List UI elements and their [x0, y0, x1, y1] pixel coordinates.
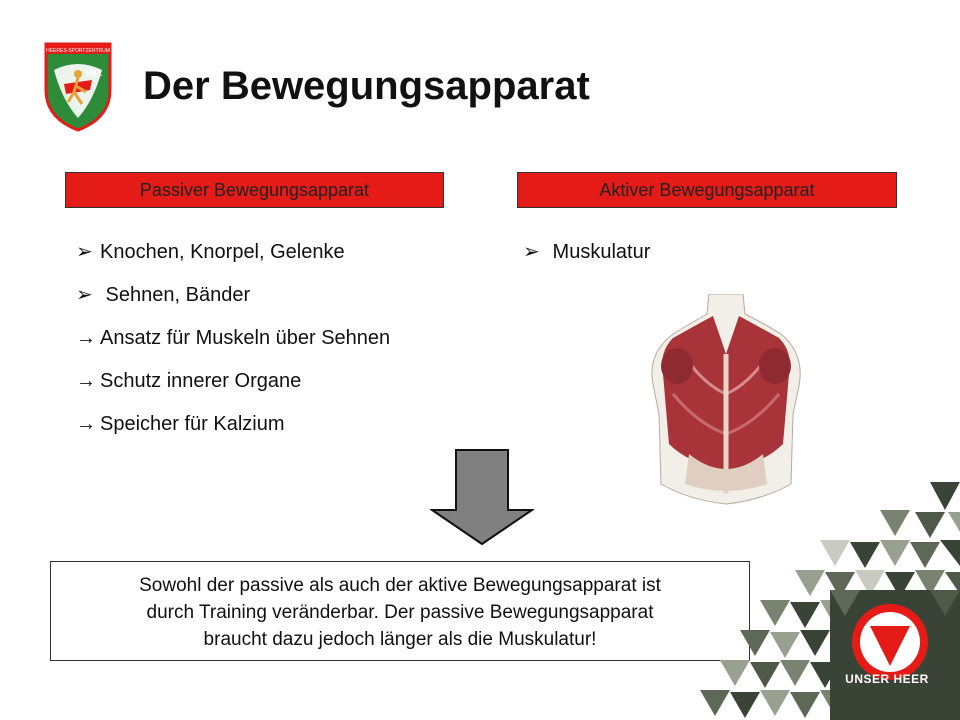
brand-label: UNSER HEER: [845, 672, 929, 686]
logo-badge: HSZ: [86, 69, 102, 78]
list-item-text: Muskulatur: [547, 241, 651, 263]
passive-header-box: Passiver Bewegungsapparat: [65, 172, 444, 208]
list-item-text: Ansatz für Muskeln über Sehnen: [100, 327, 391, 349]
arrowhead-bullet-icon: ➢: [76, 284, 93, 306]
list-item: [76, 326, 390, 369]
red-shield-icon: [852, 604, 928, 680]
down-arrow-icon: [430, 448, 534, 546]
summary-box: [50, 561, 750, 661]
hsz-logo: [44, 40, 112, 132]
arrowhead-bullet-icon: ➢: [523, 241, 540, 263]
summary-line: braucht dazu jedoch länger als die Muskulatur!: [203, 629, 597, 650]
right-arrow-icon: →: [76, 327, 96, 349]
right-arrow-icon: →: [76, 413, 96, 435]
list-item-text: Schutz innerer Organe: [100, 370, 302, 392]
list-item-text: Speicher für Kalzium: [100, 413, 285, 435]
list-item: [76, 369, 390, 412]
summary-line: Sowohl der passive als auch der aktive Bewegungsapparat ist: [139, 575, 661, 596]
arrowhead-bullet-icon: ➢: [76, 241, 93, 263]
summary-line: durch Training veränderbar. Der passive Bewegungsapparat: [146, 602, 654, 623]
list-item: [76, 240, 390, 283]
list-item: [76, 412, 390, 455]
logo-text: HEERES-SPORTZENTRUM: [46, 48, 110, 54]
right-arrow-icon: →: [76, 370, 96, 392]
slide-title: Der Bewegungsapparat: [143, 64, 590, 108]
active-list: [523, 240, 650, 283]
active-header-box: Aktiver Bewegungsapparat: [517, 172, 897, 208]
passive-list: [76, 240, 390, 455]
list-item: [76, 283, 390, 326]
list-item: [523, 240, 650, 283]
list-item-text: Knochen, Knorpel, Gelenke: [100, 241, 345, 263]
list-item-text: Sehnen, Bänder: [100, 284, 251, 306]
